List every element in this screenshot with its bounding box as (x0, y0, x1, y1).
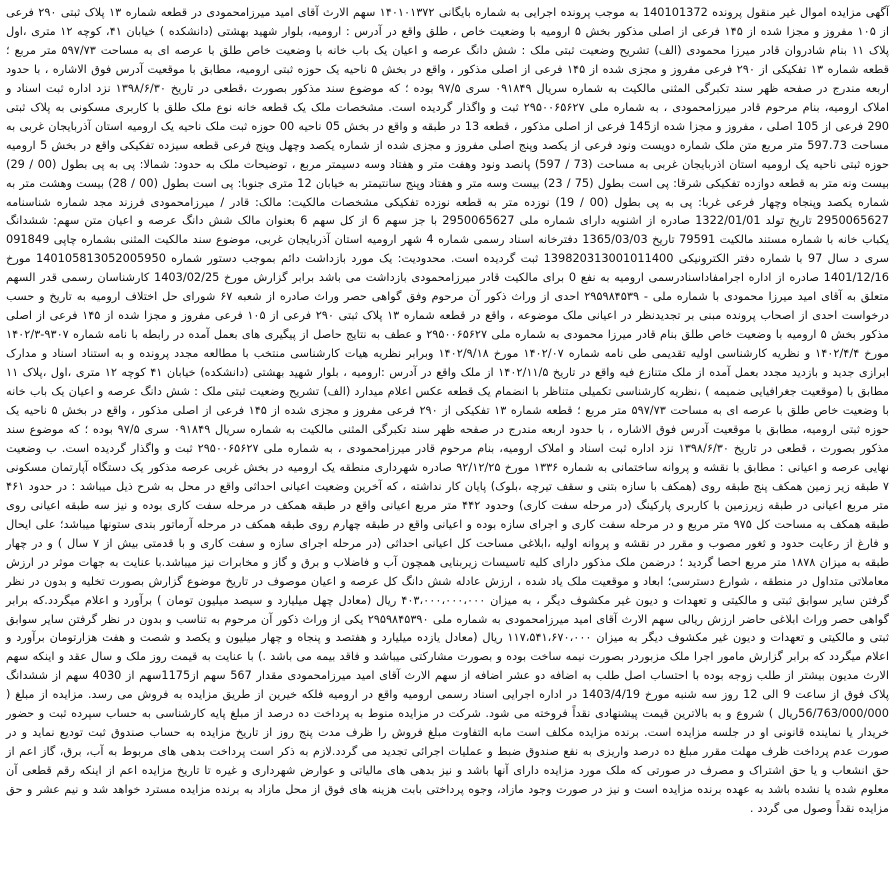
auction-notice-text: آگهی مزایده اموال غیر منقول پرونده 140101372 به موجب پرونده اجرایی به شماره بایگانی ۱۴۰۱۰۱۳۷۲ سهم الارث آقای امید میرزامحمودی در قطعه شماره ۱۳ پلاک ثبتی ۲۹۰ فرعی از ۱۰۵ مفروز و مجزا شده از ۱۴۵ فرعی از اصلی مذکور بخش ۵ ارومیه با وضعیت خاص ، طلق واقع در آدرس : ارومیه، بلوار شهید بهشتی (دانشکده ) خیابان ۴۱، کوچه ۱۲ متری ،اول پلاک ۱۱ بنام شادروان قادر میرزا محمودی (الف) تشریح وضعیت ثبتی ملک : شش دانگ عرصه و اعیان یک باب خانه با وضعیت خاص طلق با عرصه ای به مساحت ۵۹۷/۷۳ متر مربع ؛ قطعه شماره ۱۳ تفکیکی از ۲۹۰ فرعی مفروز و مجزی شده از ۱۴۵ فرعی از اصلی مذکور ، واقع در بخش ۵ ناحیه یک حوزه ثبتی ارومیه، مطابق با موقعیت آدرس فوق الاشاره ، با حدود اربعه مندرج در صفحه ظهر سند تکبرگی المثنی مالکیت به شماره سریال ۰۹۱۸۴۹ سری ۹۷/۵ بوده ؛ که موضوع سند مذکور بصورت ،قطعی در تاریخ ۱۳۹۸/۶/۳۰ نزد اداره ثبت اسناد و املاک ارومیه، بنام مرحوم قادر میرزامحمودی ، به شماره ملی ۲۹۵۰۰۶۵۶۲۷ ثبت و واگذار گردیده است. مشخصات ملک یک قطعه خانه نوع ملک طلق با کاربری مسکونی به پلاک ثبتی 290 فرعی از 105 اصلی ، مفروز و مجزا شده از145 فرعی از اصلی مذکور ، قطعه 13 در طبقه و واقع در بخش 05 ناحیه 00 حوزه ثبت ملک ناحیه یک ارومیه استان آذربایجان غربی به مساحت 597.73 متر مربع متن ملک شماره دویست ونود فرعی از یکصد وپنج اصلی مفروز و مجزی شده از شماره یکصد وچهل وپنج فرعی قطعه سیزده تفکیکی واقع در بخش 5 ارومیه حوزه ثبتی ناحیه یک ارومیه استان اذربایجان غربی به مساحت (73 / 597) پانصد ونود وهفت متر و هفتاد وسه دسیمتر مربع ، توضیحات ملک به حدود: شمالا: پی به پی بطول (00 / 29) بیست ونه متر به قطعه دوازده تفکیکی شرقا: پی است بطول (75 / 23) بیست وسه متر و هفتاد وپنج سانتیمتر به خیابان 12 متری جنوبا: پی است بطول (00 / 28) بیست وهشت متر به شماره یکصد وپنجاه وچهار فرعی غربا: پی به پی بطول (00 / 19) نوزده متر به قطعه نوزده تفکیکی مشخصات مالکیت: مالک: قادر / میرزامحمودی فرزند مجد شماره شناسنامه 2950065627 تاریخ تولد 1322/01/01 صادره از اشنویه دارای شماره ملی 2950065627 با جز سهم 6 از کل سهم 6 بعنوان مالک شش دانگ عرصه و اعیان متن سهم: ششدانگ یکباب خانه با شماره مستند مالکیت 79591 تاریخ 1365/03/03 دفترخانه اسناد رسمی شماره 4 شهر ارومیه استان آذربایجان غربی، موضوع سند مالکیت المثنی بشماره چاپی 091849 سری د سال 97 با شماره دفتر الکترونیکی 139820313001011400 ثبت گردیده است. محدودیت: یک مورد بازداشت دائم بموجب دستور شماره 140105813052005950 مورخ 1401/12/16 صادره از اداره اجرامفاداسنادرسمی ارومیه به نفع 0 برای مالکیت قادر میرزامحمودی بازداشت می باشد برابر گزارش مورخ 1403/02/25 کارشناسان رسمی قدر السهم متعلق به آقای امید میرزا محمودی با شماره ملی - ۲۹۵۹۸۴۵۳۹ احدی از وراث ذکور آن مرحوم وفق گواهی حصر وراث صادره از شعبه ۶۷ شورای حل اختلاف ارومیه به تاریخ و حسب درخواست احدی از اصحاب پرونده مبنی بر تجدیدنظر در اعیانی ملک موضوعه ، واقع در قطعه شماره ۱۳ پلاک ثبتی ۲۹۰ فرعی از ۱۰۵ فرعی مفروز و مجزا شده از ۱۴۵ فرعی از اصلی مذکور بخش ۵ ارومیه با وضعیت خاص طلق بنام قادر میرزا محمودی به شماره ملی ۲۹۵۰۰۶۵۶۲۷ و عطف به نتایج حاصل از پیگیری های بعمل آمده در رابطه با نامه شماره ۹۳۰۷-۱۴۰۲/۳ مورخ ۱۴۰۲/۴/۴ و نظریه کارشناسی اولیه تقدیمی طی نامه شماره ۱۴۰۲/۰۷ مورخ ۱۴۰۲/۹/۱۸ وبرابر نظریه هیات کارشناسی منتخب با مطالعه مجدد پرونده و به استناد اسناد و مدارک ابرازی جدید و بازدید مجدد بعمل آمده از ملک متنازع فیه واقع در تاریخ ۱۴۰۲/۱۱/۵ از ملک واقع در آدرس :ارومیه ، بلوار شهید بهشتی (دانشکده) خیابان ۴۱ کوچه ۱۲ متری ،اول ،پلاک ۱۱ مطابق با (موقعیت جغرافیایی ضمیمه ) ،نظریه کارشناسی تکمیلی متناظر با انضمام یک قطعه عکس اعلام میدارد (الف) تشریح وضعیت ثبتی ملک : شش دانگ عرصه و اعیان یک باب خانه با وضعیت خاص طلق با عرصه ای به مساحت ۵۹۷/۷۳ متر مربع ؛ قطعه شماره ۱۳ تفکیکی از ۲۹۰ فرعی مفروز و مجزی شده از ۱۴۵ فرعی از اصلی مذکور ، واقع در بخش ۵ ناحیه یک حوزه ثبتی ارومیه، مطابق با موقعیت آدرس فوق الاشاره ، با حدود اربعه مندرج در صفحه ظهر سند تکبرگی المثنی مالکیت به شماره سریال ۰۹۱۸۴۹ سری ۹۷/۵ بوده ؛ که موضوع سند مذکور بصورت ، قطعی در تاریخ ۱۳۹۸/۶/۳۰ نزد اداره ثبت اسناد و املاک ارومیه، بنام مرحوم قادر میرزامحمودی ، به شماره ملی ۲۹۵۰۰۶۵۶۲۷ ثبت و واگذار گردیده است. ب وضعیت نهایی عرصه و اعیانی : مطابق با نقشه و پروانه ساختمانی به شماره ۱۳۳۶ مورخ ۹۲/۱۲/۲۵ صادره شهرداری منطقه یک ارومیه در بخش غربی عرصه مذکور یک دستگاه آپارتمان مسکونی ۷ طبقه زیر زمین همکف پنج طبقه روی (همکف با سازه بتنی و سقف تیرچه ،بلوک) پایان کار نداشته ، که آخرین وضعیت اعیانی احداثی واقع در محل به شرح ذیل میباشد : در حدود ۴۶۱ متر مربع اعیانی در طبقه زیرزمین با کاربری پارکینگ (در مرحله سفت کاری) وحدود ۴۴۲ متر مربع اعیانی واقع در طبقه همکف در مرحله سفت کاری بوده و نیز سه طبقه اعیانی روی طبقه همکف به مساحت کل ۹۷۵ متر مربع و در مرحله سفت کاری و اجرای سازه بوده و اعیانی واقع در طبقه چهارم روی طبقه همکف در مرحله آرماتور بندی ستونها میباشد؛ علی ایحال و فارغ از رعایت حدود و ثغور مصوب و مقرر در نقشه و پروانه اولیه ،ابلاغی مساحت کل اعیانی احداثی (در مرحله اجرای سازه و سفت کاری و با قدمتی بیش از ۷ سال ) و در چهار طبقه به میزان ۱۸۷۸ متر مربع احصا گردید ؛ درضمن ملک مذکور دارای کلیه تاسیسات زیربنایی همچون آب و فاضلاب و برق و گاز و مخابرات نیز میباشد.با عنایت به جهات موثر در ارزش معاملاتی متداول در منطقه ، شوارع دسترسی؛ ابعاد و موقعیت ملک یاد شده ، ارزش عادله شش دانگ کل عرصه و اعیان موصوف در تاریخ موضوع گزارش بصورت تخلیه و بدون در نظر گرفتن سایر سوابق ثبتی و مالکیتی و تعهدات و دیون غیر مکشوف دیگر ، به میزان ۴۰۳،۰۰۰،۰۰۰،۰۰۰ ریال (معادل چهل میلیارد و سیصد میلیون تومان ) برآورد و اعلام میگردد.که برابر گواهی حصر وراث ابلاغی حاضر ارزش ریالی سهم الارث آقای امید میرزامحمودی به شماره ملی ۲۹۵۹۸۴۵۳۹۰ یکی از وراث ذکور آن مرحوم به تناسب و بدون در نظر گرفتن سایر سوابق ثبتی و مالکیتی و تعهدات و دیون غیر مکشوف دیگر به میزان ۱۱۷،۵۴۱،۶۷۰،۰۰۰ ریال (معادل یازده میلیارد و هفتصد و پنجاه و چهار میلیون و یکصد و شصت و هفت هزارتومان برآورد و اعلام میگردد که برابر گزارش مامور اجرا ملک مزبوردر بصورت نیمه ساخت بوده و بصورت مشارکتی میباشد و فاقد بیمه می باشد .) با عنایت به قیمت روز ملک و سال عقد و اینکه سهم الارث مدیون بیشتر از طلب زوجه بوده با احتساب اصل طلب به اضافه دو عشر اضافه از سهم الارث آقای امید میرزامحمودی مقدار 567 سهم از1175سهم از 4030 سهم از ششدانگ پلاک فوق از ساعت 9 الی 12 روز سه شنبه مورخ 1403/4/19 در اداره اجرایی اسناد رسمی ارومیه واقع در ارومیه فلکه خیرین از طریق مزایده به فروش می رسد. مزایده از مبلغ ( 56/763/000/000ریال ) شروع و به بالاترین قیمت پیشنهادی نقداً فروخته می شود. شرکت در مزایده منوط به پرداخت ده درصد از مبلغ پایه کارشناسی به حساب سپرده ثبت و حضور خریدار یا نماینده قانونی او در جلسه مزایده است. برنده مزایده مکلف است مابه التفاوت مبلغ فروش را ظرف مدت پنج روز از تاریخ مزایده به حساب صندوق ثبت تودیع نماید و در صورت عدم پرداخت ظرف مهلت مقرر مبلغ ده درصد واریزی به نفع صندوق ضبط و عملیات اجرائی تجدید می گردد.لازم به ذکر است پرداخت بدهی های مربوط به آب، برق، گاز اعم از حق انشعاب و یا حق اشتراک و مصرف در صورتی که ملک مورد مزایده دارای آنها باشد و نیز بدهی های مالیاتی و عوارض شهرداری و غیره تا تاریخ مزایده اعم از اینکه رقم قطعی آن معلوم شده یا نشده باشد به عهده برنده مزایده است و نیز در صورت وجود مازاد، وجوه پرداختی بابت هزینه های فوق از محل مازاد به برنده مزایده مسترد خواهد شد و نیم عشر و حق مزایده نقداً وصول می گردد . (6, 5, 890, 816)
